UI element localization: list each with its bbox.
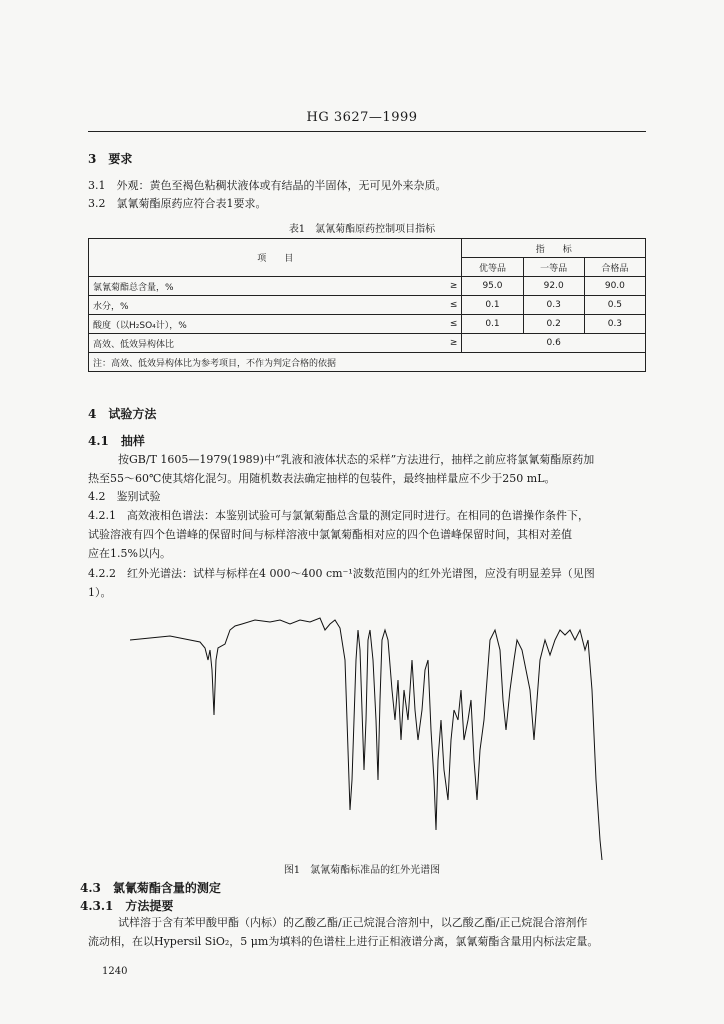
clause-4-2-1-text-1: 4.2.1 高效液相色谱法：本鉴别试验可与氯氰菊酯总含量的测定同时进行。在相同的色谱操作条件下， xyxy=(88,509,589,522)
header-index: 指 标 xyxy=(462,239,646,258)
header-rule xyxy=(88,131,646,132)
row-symbol: ≤ xyxy=(439,296,462,315)
header-item: 项 目 xyxy=(89,239,462,277)
row-name: 酸度（以H₂SO₄计），% xyxy=(89,315,440,334)
clause-4-2-2-text-1: 4.2.2 红外光谱法：试样与标样在4 000～400 cm⁻¹波数范围内的红外光谱图，应没有明显差异（见图 xyxy=(88,567,595,580)
clause-4-2-1-text-3: 应在1.5%以内。 xyxy=(88,547,171,560)
row-symbol: ≤ xyxy=(439,315,462,334)
table-row xyxy=(89,296,646,315)
row-value: 0.1 xyxy=(462,315,523,334)
ir-spectrum-figure xyxy=(130,600,610,865)
table-note: 注：高效、低效异构体比为参考项目，不作为判定合格的依据 xyxy=(89,353,646,372)
clause-4-3-1-text-1: 试样溶于含有苯甲酸甲酯（内标）的乙酸乙酯/正己烷混合溶剂中，以乙酸乙酯/正己烷混合溶剂作 xyxy=(118,916,588,929)
table-row xyxy=(89,315,646,334)
table-header-row xyxy=(89,239,646,258)
clause-4-1-text-1: 按GB/T 1605—1979(1989)中“乳液和液体状态的采样”方法进行，抽样之前应将氯氰菊酯原药加 xyxy=(118,453,595,466)
table-row xyxy=(89,277,646,296)
page-number: 1240 xyxy=(102,966,128,977)
clause-4-1-text-2: 热至55～60℃使其熔化混匀。用随机数表法确定抽样的包装件，最终抽样量应不少于250 mL。 xyxy=(88,472,556,485)
section-3-title: 3 要求 xyxy=(88,152,133,166)
row-value: 95.0 xyxy=(462,277,523,296)
row-value: 92.0 xyxy=(523,277,584,296)
ir-spectrum-trace xyxy=(130,618,602,860)
row-symbol: ≥ xyxy=(439,334,462,353)
row-name: 水分，% xyxy=(89,296,440,315)
row-value: 0.2 xyxy=(523,315,584,334)
clause-4-2-2-text-2: 1）。 xyxy=(88,586,112,599)
document-header: HG 3627—1999 xyxy=(306,110,418,125)
grade-premium: 优等品 xyxy=(462,258,523,277)
clause-3-1: 3.1 外观：黄色至褐色粘稠状液体或有结晶的半固体，无可见外来杂质。 xyxy=(88,179,447,192)
figure-1-caption: 图1 氯氰菊酯标准品的红外光谱图 xyxy=(283,865,441,876)
row-name: 氯氰菊酯总含量，% xyxy=(89,277,440,296)
table-1-caption: 表1 氯氰菊酯原药控制项目指标 xyxy=(288,224,436,235)
row-value: 0.5 xyxy=(584,296,645,315)
clause-4-2-title: 4.2 鉴别试验 xyxy=(88,490,161,503)
row-value: 0.3 xyxy=(523,296,584,315)
row-name: 高效、低效异构体比 xyxy=(89,334,440,353)
clause-4-3-1-text-2: 流动相，在以Hypersil SiO₂，5 μm为填料的色谱柱上进行正相液谱分离，氯氰菊酯含量用内标法定量。 xyxy=(88,935,599,948)
section-4-title: 4 试验方法 xyxy=(88,407,157,421)
grade-qualified: 合格品 xyxy=(584,258,645,277)
row-value: 90.0 xyxy=(584,277,645,296)
clause-4-3-1-title: 4.3.1 方法提要 xyxy=(80,899,174,913)
table-note-row xyxy=(89,353,646,372)
spec-table xyxy=(88,238,646,372)
clause-3-2: 3.2 氯氰菊酯原药应符合表1要求。 xyxy=(88,197,267,210)
row-value: 0.3 xyxy=(584,315,645,334)
row-merged-value: 0.6 xyxy=(462,334,646,353)
clause-4-3-title: 4.3 氯氰菊酯含量的测定 xyxy=(80,881,221,895)
clause-4-1-title: 4.1 抽样 xyxy=(88,434,145,448)
table-row xyxy=(89,334,646,353)
row-value: 0.1 xyxy=(462,296,523,315)
row-symbol: ≥ xyxy=(439,277,462,296)
clause-4-2-1-text-2: 试验溶液有四个色谱峰的保留时间与标样溶液中氯氰菊酯相对应的四个色谱峰保留时间，其相对差值 xyxy=(88,528,572,541)
grade-first: 一等品 xyxy=(523,258,584,277)
